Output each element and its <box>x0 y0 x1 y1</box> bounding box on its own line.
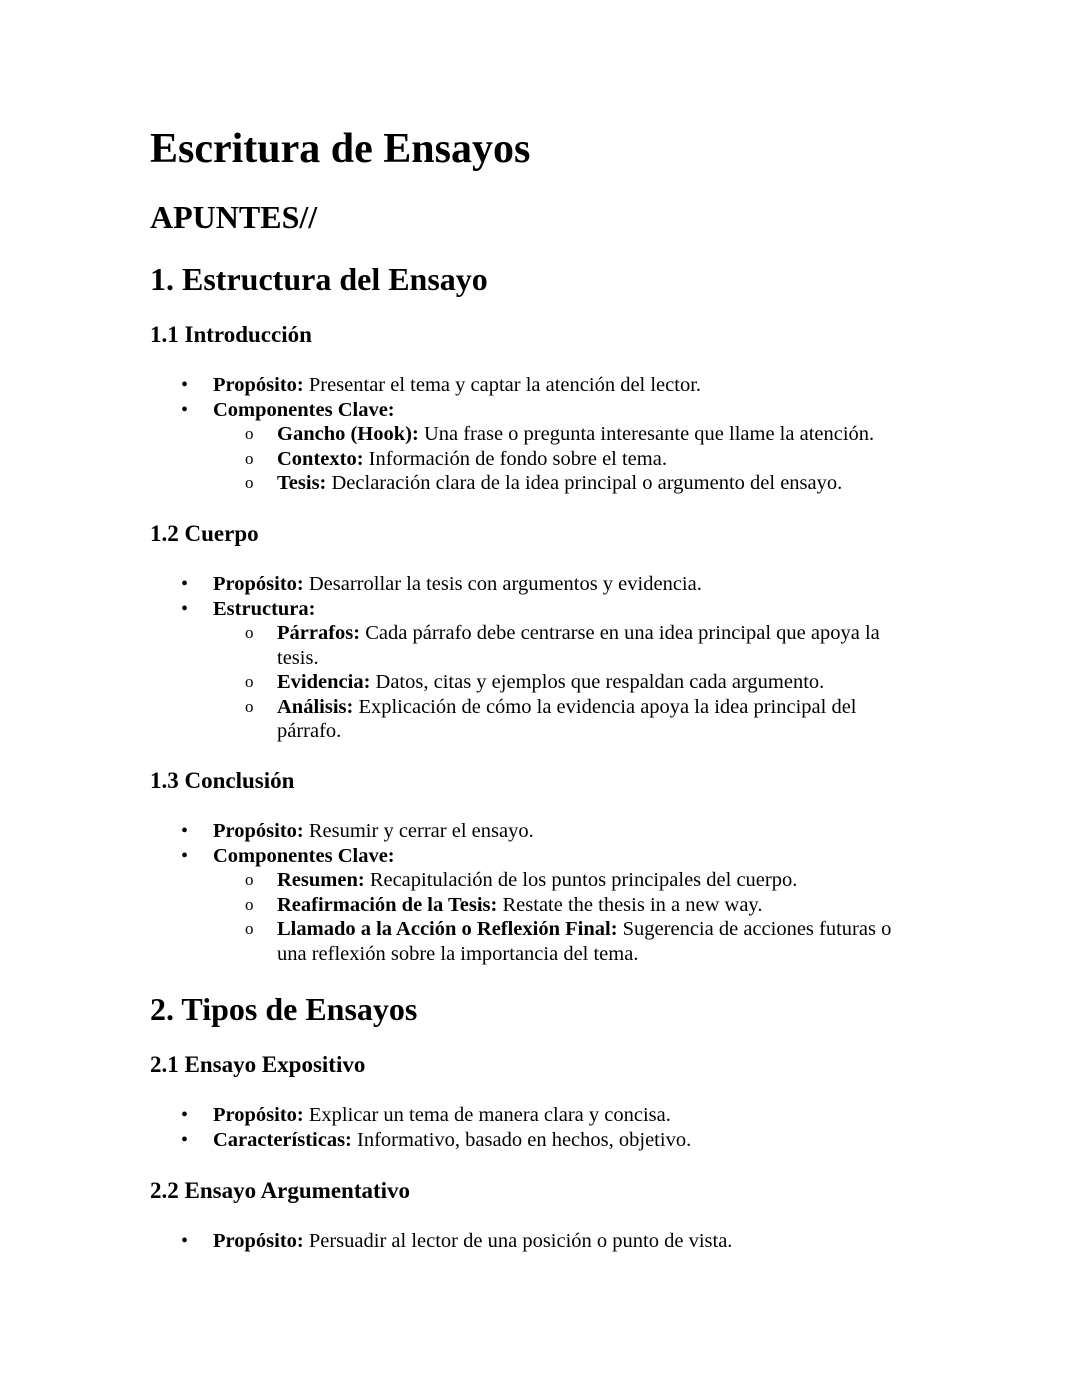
subitem-text: Restate the thesis in a new way. <box>497 893 763 916</box>
subitem-text: Cada párrafo debe centrarse en una idea principal que apoya la tesis. <box>277 622 880 669</box>
subitem-label: Párrafos: <box>277 622 361 644</box>
subsection-heading-argumentativo: 2.2 Ensayo Argumentativo <box>150 1178 411 1203</box>
conclusion-sublist <box>213 868 930 966</box>
item-text: Explicar un tema de manera clara y concisa. <box>303 1104 671 1126</box>
sublist-item <box>213 422 930 447</box>
subitem-text: Recapitulación de los puntos principales del cuerpo. <box>364 869 798 891</box>
subitem-label: Análisis: <box>277 695 354 718</box>
item-text: Presentar el tema y captar la atención del lector. <box>303 374 702 396</box>
list-item <box>150 844 930 967</box>
subitem-label: Llamado a la Acción o Reflexión Final: <box>277 918 618 940</box>
subitem-text: Explicación de cómo la evidencia apoya la idea principal del párrafo. <box>277 695 857 742</box>
item-text: Informativo, basado en hechos, objetivo. <box>351 1128 692 1151</box>
section-heading-estructura: 1. Estructura del Ensayo <box>150 261 488 297</box>
subitem-label: Gancho (Hook): <box>277 423 419 445</box>
conclusion-list <box>150 819 930 966</box>
argumentativo-list <box>150 1229 930 1254</box>
subitem-label: Evidencia: <box>277 671 371 693</box>
subitem-text: Datos, citas y ejemplos que respaldan cada argumento. <box>370 671 825 693</box>
list-item <box>150 1103 930 1128</box>
list-item <box>150 373 930 398</box>
subitem-label: Reafirmación de la Tesis: <box>277 893 498 916</box>
subitem-text: Información de fondo sobre el tema. <box>363 447 667 470</box>
cuerpo-list <box>150 572 930 744</box>
list-item <box>150 572 930 597</box>
list-item <box>150 1229 930 1254</box>
document-title: Escritura de Ensayos <box>150 126 531 172</box>
item-label: Componentes Clave: <box>213 398 395 421</box>
section-heading-tipos: 2. Tipos de Ensayos <box>150 991 418 1027</box>
subsection-heading-introduccion: 1.1 Introducción <box>150 322 312 347</box>
list-item <box>150 1128 930 1153</box>
introduccion-sublist <box>213 422 930 496</box>
item-label: Propósito: <box>213 1230 304 1252</box>
subitem-text: Sugerencia de acciones futuras o una reflexión sobre la importancia del tema. <box>277 918 892 965</box>
sublist-item <box>213 868 930 893</box>
item-label: Propósito: <box>213 1104 304 1126</box>
item-text: Resumir y cerrar el ensayo. <box>303 820 534 842</box>
item-text: Desarrollar la tesis con argumentos y evidencia. <box>303 573 702 595</box>
item-label: Propósito: <box>213 573 304 595</box>
sublist-item <box>213 695 930 744</box>
subitem-text: Una frase o pregunta interesante que llame la atención. <box>418 423 875 445</box>
subitem-label: Tesis: <box>277 472 327 494</box>
item-label: Estructura: <box>213 597 316 620</box>
item-text: Persuadir al lector de una posición o punto de vista. <box>303 1230 733 1252</box>
sublist-item <box>213 893 930 918</box>
sublist-item <box>213 447 930 472</box>
introduccion-list <box>150 373 930 496</box>
subsection-heading-conclusion: 1.3 Conclusión <box>150 768 295 793</box>
document-subtitle: APUNTES// <box>150 199 318 235</box>
sublist-item <box>213 471 930 496</box>
cuerpo-sublist <box>213 621 930 744</box>
subitem-text: Declaración clara de la idea principal o argumento del ensayo. <box>326 472 843 494</box>
sublist-item <box>213 621 930 670</box>
item-label: Componentes Clave: <box>213 844 395 867</box>
list-item <box>150 819 930 844</box>
subitem-label: Contexto: <box>277 447 364 470</box>
expositivo-list <box>150 1103 930 1152</box>
subitem-label: Resumen: <box>277 869 365 891</box>
subsection-heading-cuerpo: 1.2 Cuerpo <box>150 521 259 546</box>
list-item <box>150 597 930 744</box>
item-label: Propósito: <box>213 820 304 842</box>
list-item <box>150 398 930 496</box>
sublist-item <box>213 670 930 695</box>
sublist-item <box>213 917 930 966</box>
subsection-heading-expositivo: 2.1 Ensayo Expositivo <box>150 1052 366 1077</box>
item-label: Características: <box>213 1128 352 1151</box>
item-label: Propósito: <box>213 374 304 396</box>
